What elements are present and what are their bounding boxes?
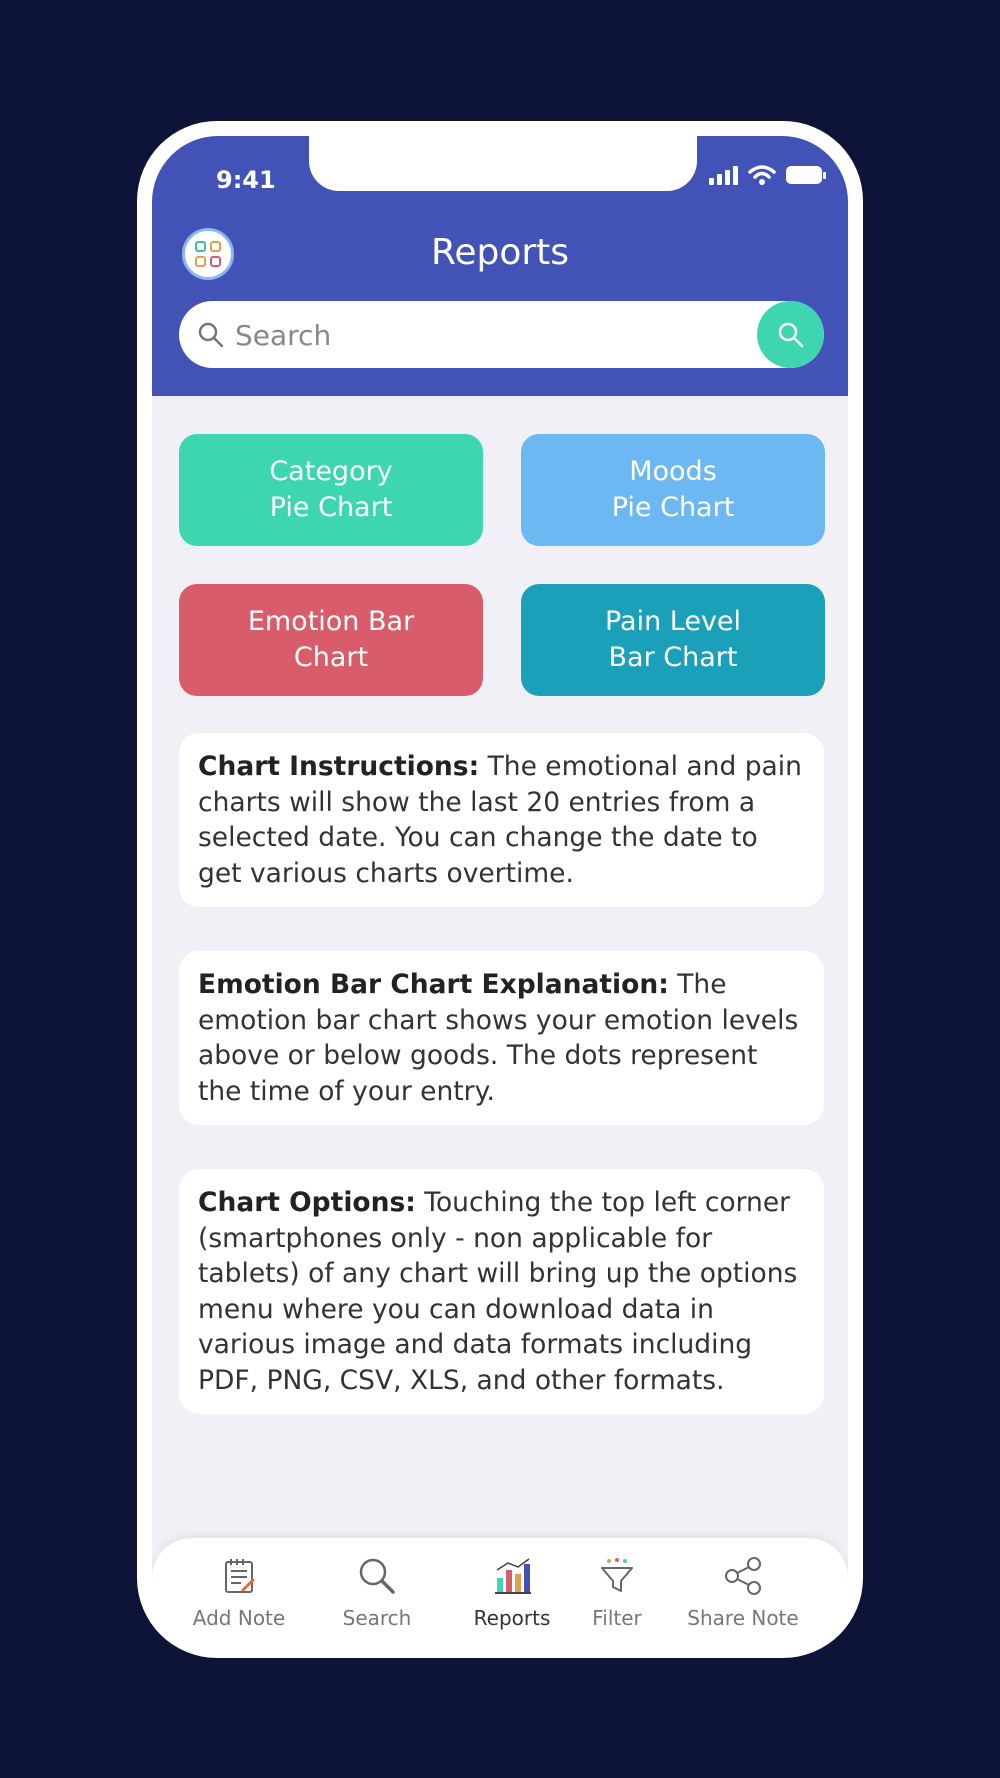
status-time: 9:41 [216, 166, 276, 194]
card-heading: Chart Instructions: [198, 751, 480, 782]
tab-share-note[interactable] [678, 1556, 808, 1630]
wifi-icon [748, 164, 776, 186]
status-icons [709, 164, 822, 186]
tab-label: Reports [473, 1606, 551, 1630]
funnel-icon [597, 1556, 637, 1596]
search-bar [179, 301, 824, 368]
bar-chart-icon [492, 1556, 532, 1596]
tab-label: Filter [592, 1606, 642, 1630]
moods-pie-chart-button[interactable]: Moods Pie Chart [521, 434, 825, 546]
cellular-signal-icon [709, 165, 738, 185]
emotion-bar-chart-explanation-card [179, 951, 824, 1125]
tab-label: Search [342, 1606, 412, 1630]
device-notch [309, 136, 697, 191]
share-icon [723, 1556, 763, 1596]
search-submit-button[interactable] [757, 301, 824, 368]
header [152, 136, 848, 396]
chart-options-card [179, 1169, 824, 1414]
chart-tiles [179, 434, 825, 696]
tab-search[interactable] [322, 1556, 432, 1630]
tab-filter[interactable] [562, 1556, 672, 1630]
card-text: The emotion bar chart shows your emotion levels above or below goods. The dots represent the time of your entry. [198, 969, 799, 1107]
tab-add-note[interactable] [184, 1556, 294, 1630]
search-icon [777, 321, 805, 349]
search-input[interactable] [233, 311, 717, 359]
tab-label: Add Note [192, 1606, 286, 1630]
search-icon [197, 321, 225, 349]
card-text: Touching the top left corner (smartphones only - non applicable for tablets) of any chart will bring up the options menu where you can download data in various image and data formats including PDF, PNG, CSV, XLS, and other formats. [198, 1187, 798, 1396]
page-title: Reports [430, 232, 570, 273]
pain-level-bar-chart-button[interactable]: Pain Level Bar Chart [521, 584, 825, 696]
card-text: The emotional and pain charts will show the last 20 entries from a selected date. You can change the date to get various charts overtime. [198, 751, 802, 889]
bottom-tab-bar [152, 1538, 848, 1643]
search-icon [357, 1556, 397, 1596]
app-screen [152, 136, 848, 1643]
card-heading: Chart Options: [198, 1187, 416, 1218]
notepad-icon [219, 1556, 259, 1596]
category-pie-chart-button[interactable]: Category Pie Chart [179, 434, 483, 546]
tab-reports[interactable] [457, 1556, 567, 1630]
battery-icon [786, 166, 822, 184]
chart-instructions-card [179, 733, 824, 907]
tab-label: Share Note [687, 1606, 799, 1630]
emotion-bar-chart-button[interactable]: Emotion Bar Chart [179, 584, 483, 696]
card-heading: Emotion Bar Chart Explanation: [198, 969, 669, 1000]
phone-frame [137, 121, 863, 1658]
